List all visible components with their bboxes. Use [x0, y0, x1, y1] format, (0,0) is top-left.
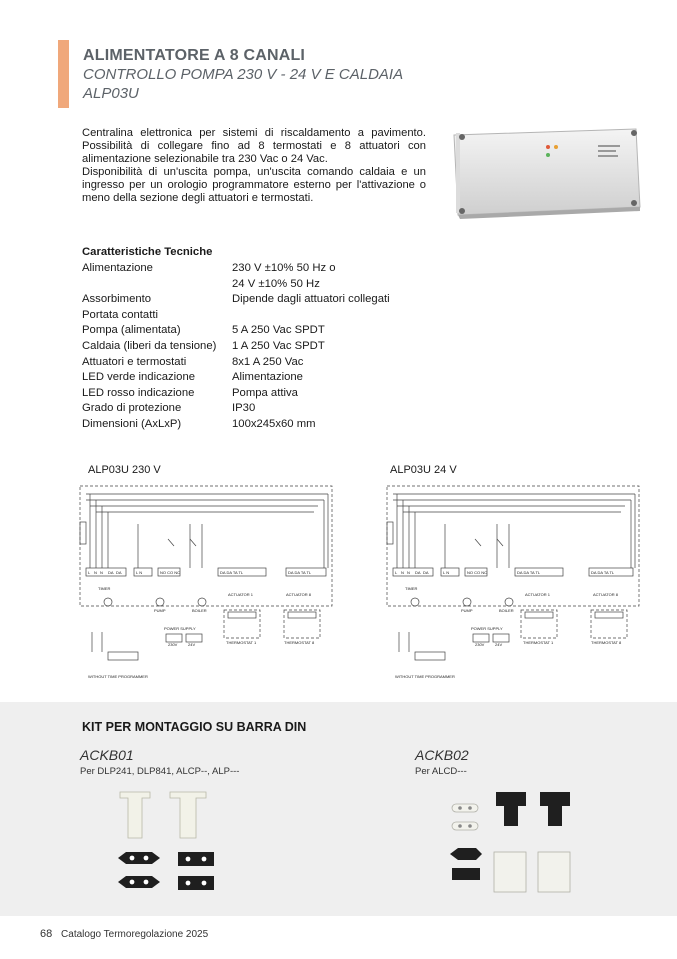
svg-text:L: L — [395, 570, 398, 575]
spec-row — [82, 339, 432, 355]
spec-label: Portata contatti — [82, 308, 158, 321]
spec-label: Pompa (alimentata) — [82, 324, 181, 337]
svg-text:24V: 24V — [495, 642, 503, 647]
svg-text:THERMOSTAT 1: THERMOSTAT 1 — [523, 640, 554, 645]
svg-text:N: N — [401, 570, 404, 575]
kit-title: KIT PER MONTAGGIO SU BARRA DIN — [82, 720, 307, 734]
kit-ackb02-image — [446, 788, 586, 898]
svg-text:230V: 230V — [168, 642, 178, 647]
svg-text:POWER SUPPLY: POWER SUPPLY — [164, 626, 196, 631]
svg-text:POWER SUPPLY: POWER SUPPLY — [471, 626, 503, 631]
intro-text — [82, 127, 426, 205]
svg-text:BOILER: BOILER — [499, 608, 514, 613]
page-title: ALIMENTATORE A 8 CANALI — [83, 47, 306, 64]
svg-text:THERMOSTAT 1: THERMOSTAT 1 — [226, 640, 257, 645]
svg-text:DA: DA — [423, 570, 429, 575]
kit-desc-ackb02: Per ALCD--- — [415, 766, 467, 777]
svg-text:THERMOSTAT 8: THERMOSTAT 8 — [284, 640, 315, 645]
svg-text:BOILER: BOILER — [192, 608, 207, 613]
svg-text:24V: 24V — [188, 642, 196, 647]
svg-text:PUMP: PUMP — [154, 608, 166, 613]
spec-value: 100x245x60 mm — [232, 417, 316, 430]
svg-text:DA: DA — [415, 570, 421, 575]
spec-row — [82, 261, 432, 277]
svg-text:DA DA TA TL: DA DA TA TL — [220, 570, 244, 575]
specs-table — [82, 245, 432, 433]
spec-value: 1 A 250 Vac SPDT — [232, 339, 325, 352]
spec-value: 230 V ±10% 50 Hz o — [232, 262, 336, 274]
wiring-diagram-230v — [78, 484, 334, 684]
svg-text:DA DA TA TL: DA DA TA TL — [591, 570, 615, 575]
svg-text:N: N — [407, 570, 410, 575]
wiring-diagram-24v — [385, 484, 641, 684]
spec-row — [82, 292, 432, 308]
catalog-name: Catalogo Termoregolazione 2025 — [61, 929, 209, 940]
spec-label: Grado di protezione — [82, 402, 182, 415]
svg-text:WITHOUT TIME PROGRAMMER: WITHOUT TIME PROGRAMMER — [395, 674, 455, 679]
svg-text:L N: L N — [136, 570, 143, 575]
svg-text:TIMER: TIMER — [405, 586, 418, 591]
svg-text:ACTUATOR 1: ACTUATOR 1 — [525, 592, 550, 597]
spec-row — [82, 370, 432, 386]
svg-text:THERMOSTAT 8: THERMOSTAT 8 — [591, 640, 622, 645]
svg-text:L: L — [88, 570, 91, 575]
spec-value: 8x1 A 250 Vac — [232, 355, 304, 368]
spec-row — [82, 323, 432, 339]
svg-text:PUMP: PUMP — [461, 608, 473, 613]
accent-bar — [58, 40, 69, 108]
kit-ackb01-image — [112, 788, 222, 898]
spec-label — [82, 277, 232, 293]
svg-text:NO CO NC: NO CO NC — [160, 570, 180, 575]
spec-label: Alimentazione — [82, 262, 153, 274]
kit-code-ackb01: ACKB01 — [80, 747, 134, 763]
spec-value: Pompa attiva — [232, 386, 298, 399]
spec-label: Dimensioni (AxLxP) — [82, 417, 182, 430]
spec-value — [232, 308, 432, 324]
spec-value: 24 V ±10% 50 Hz — [232, 277, 320, 290]
diagram-label-230v: ALP03U 230 V — [88, 464, 161, 476]
spec-row — [82, 308, 432, 324]
specs-title: Caratteristiche Tecniche — [82, 246, 213, 258]
svg-text:N: N — [100, 570, 103, 575]
spec-value: 5 A 250 Vac SPDT — [232, 324, 325, 337]
diagram-label-24v: ALP03U 24 V — [390, 464, 457, 476]
spec-value: Dipende dagli attuatori collegati — [232, 293, 390, 306]
svg-text:N: N — [94, 570, 97, 575]
svg-text:DA: DA — [116, 570, 122, 575]
page-number: 68 — [40, 928, 53, 940]
intro-paragraph-1: Centralina elettronica per sistemi di riscaldamento a pavimento. Possibilità di collegare fino ad 8 termostati e 8 attuatori con alimentazione selezionabile tra 230 Vac o 24 Vac. — [82, 127, 426, 165]
svg-text:WITHOUT TIME PROGRAMMER: WITHOUT TIME PROGRAMMER — [88, 674, 148, 679]
spec-value: IP30 — [232, 402, 256, 415]
svg-text:DA DA TA TL: DA DA TA TL — [517, 570, 541, 575]
spec-row — [82, 277, 432, 293]
spec-value: Alimentazione — [232, 371, 303, 384]
kit-desc-ackb01: Per DLP241, DLP841, ALCP--, ALP--- — [80, 766, 240, 777]
spec-label: Attuatori e termostati — [82, 355, 187, 368]
product-photo — [450, 127, 642, 219]
intro-paragraph-2: Disponibilità di un'uscita pompa, un'uscita comando caldaia e un ingresso per un orologio programmatore esterno per l'attivazione o meno della sezione degli attuatori e termostati. — [82, 166, 426, 204]
product-code: ALP03U — [83, 85, 139, 102]
kit-code-ackb02: ACKB02 — [415, 747, 469, 763]
svg-text:ACTUATOR 8: ACTUATOR 8 — [593, 592, 618, 597]
spec-label: Assorbimento — [82, 293, 152, 306]
svg-text:TIMER: TIMER — [98, 586, 111, 591]
svg-text:NO CO NC: NO CO NC — [467, 570, 487, 575]
spec-label: LED rosso indicazione — [82, 386, 195, 399]
spec-label: LED verde indicazione — [82, 371, 196, 384]
spec-row — [82, 386, 432, 402]
title-block — [83, 46, 403, 103]
spec-row — [82, 417, 432, 433]
page-subtitle: CONTROLLO POMPA 230 V - 24 V E CALDAIA — [83, 66, 404, 83]
page-footer — [40, 928, 208, 940]
spec-row — [82, 401, 432, 417]
svg-text:ACTUATOR 8: ACTUATOR 8 — [286, 592, 311, 597]
spec-label: Caldaia (liberi da tensione) — [82, 339, 217, 352]
svg-text:DA: DA — [108, 570, 114, 575]
spec-row — [82, 355, 432, 371]
svg-text:L N: L N — [443, 570, 450, 575]
svg-text:DA DA TA TL: DA DA TA TL — [288, 570, 312, 575]
svg-text:230V: 230V — [475, 642, 485, 647]
svg-text:ACTUATOR 1: ACTUATOR 1 — [228, 592, 253, 597]
